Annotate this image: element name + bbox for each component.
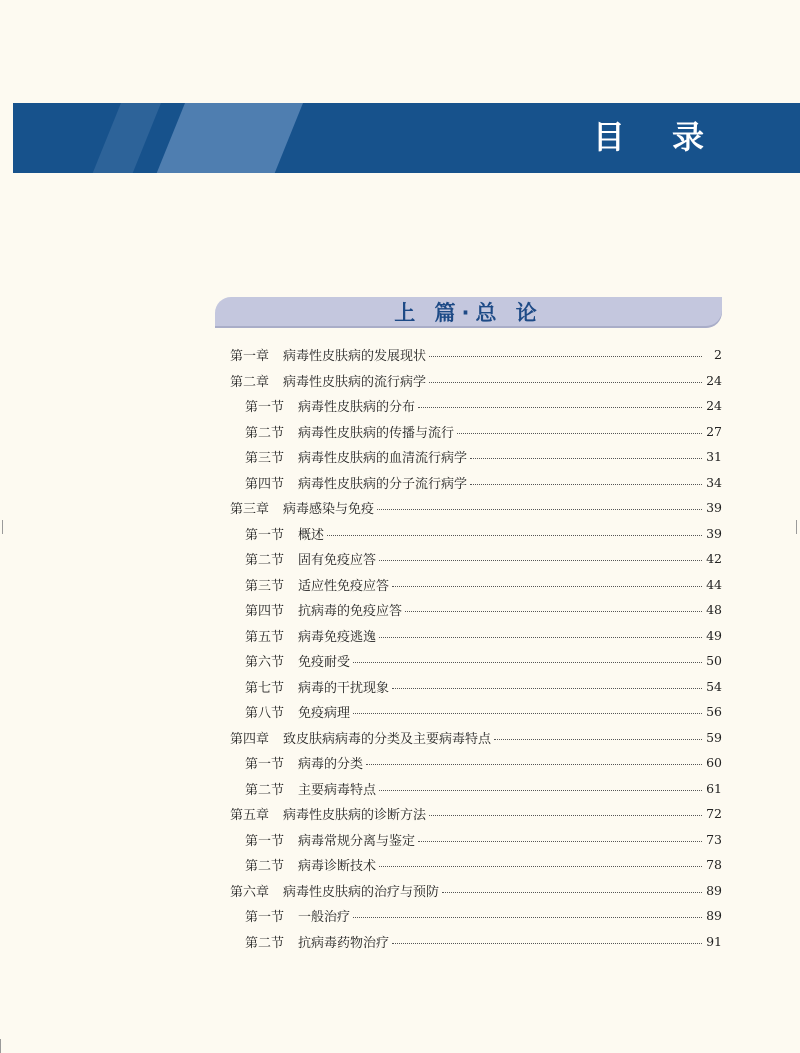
toc-entry-title: 适应性免疫应答 bbox=[298, 578, 390, 594]
part-title: 上 篇·总 论 bbox=[394, 301, 543, 325]
toc-page-number: 48 bbox=[706, 602, 722, 618]
toc-entry-title: 病毒性皮肤病的分子流行病学 bbox=[298, 476, 468, 492]
toc-entry-title: 病毒感染与免疫 bbox=[283, 502, 375, 518]
toc-section-row[interactable] bbox=[230, 699, 722, 725]
toc-page-number: 59 bbox=[706, 729, 722, 745]
toc-dot-leader bbox=[392, 688, 702, 689]
toc-entry-title: 病毒性皮肤病的分布 bbox=[298, 400, 416, 416]
toc-entry-number: 第五章 bbox=[230, 808, 270, 824]
toc-dot-leader bbox=[429, 382, 702, 383]
toc-dot-leader bbox=[379, 637, 702, 638]
toc-page-number: 39 bbox=[706, 500, 722, 516]
toc-dot-leader bbox=[405, 611, 702, 612]
toc-dot-leader bbox=[470, 458, 702, 459]
toc-section-row[interactable] bbox=[230, 750, 722, 776]
toc-dot-leader bbox=[353, 713, 702, 714]
toc-dot-leader bbox=[379, 790, 702, 791]
toc-entry-title: 一般治疗 bbox=[298, 910, 351, 926]
toc-dot-leader bbox=[366, 764, 702, 765]
toc-entry-number: 第五节 bbox=[245, 629, 285, 645]
toc-entry-number: 第一章 bbox=[230, 349, 270, 365]
toc-section-row[interactable] bbox=[230, 470, 722, 496]
toc-entry-number: 第三节 bbox=[245, 451, 285, 467]
toc-dot-leader bbox=[442, 892, 702, 893]
toc-chapter-row[interactable] bbox=[230, 725, 722, 751]
toc-dot-leader bbox=[377, 509, 702, 510]
toc-dot-leader bbox=[327, 535, 702, 536]
toc-page-number: 60 bbox=[706, 755, 722, 771]
toc-dot-leader bbox=[353, 917, 702, 918]
title-banner bbox=[13, 103, 800, 173]
crop-mark-right bbox=[796, 520, 797, 534]
toc-entry-title: 固有免疫应答 bbox=[298, 553, 377, 569]
toc-section-row[interactable] bbox=[230, 546, 722, 572]
toc-page-number: 73 bbox=[706, 831, 722, 847]
toc-entry-number: 第一节 bbox=[245, 833, 285, 849]
toc-dot-leader bbox=[353, 662, 702, 663]
toc-page-number: 39 bbox=[706, 525, 722, 541]
toc-section-row[interactable] bbox=[230, 903, 722, 929]
toc-entry-title: 病毒诊断技术 bbox=[298, 859, 377, 875]
toc-entry-number: 第一节 bbox=[245, 910, 285, 926]
part-heading bbox=[215, 297, 722, 328]
toc-entry-number: 第二节 bbox=[245, 935, 285, 951]
toc-chapter-row[interactable] bbox=[230, 495, 722, 521]
toc-entry-number: 第六节 bbox=[245, 655, 285, 671]
toc-section-row[interactable] bbox=[230, 419, 722, 445]
toc-entry-title: 病毒性皮肤病的血清流行病学 bbox=[298, 451, 468, 467]
toc-entry-number: 第一节 bbox=[245, 400, 285, 416]
toc-dot-leader bbox=[418, 407, 702, 408]
toc-entry-number: 第三章 bbox=[230, 502, 270, 518]
toc-entry-title: 免疫病理 bbox=[298, 706, 351, 722]
toc-entry-number: 第六章 bbox=[230, 884, 270, 900]
toc-entry-number: 第二节 bbox=[245, 782, 285, 798]
toc-entry-title: 病毒性皮肤病的流行病学 bbox=[283, 374, 427, 390]
toc-entry-title: 概述 bbox=[298, 527, 325, 543]
toc-dot-leader bbox=[457, 433, 702, 434]
toc-page-number: 89 bbox=[706, 882, 722, 898]
toc-dot-leader bbox=[379, 560, 702, 561]
toc-section-row[interactable] bbox=[230, 776, 722, 802]
toc-section-row[interactable] bbox=[230, 827, 722, 853]
toc-page-number: 56 bbox=[706, 704, 722, 720]
toc-entry-number: 第一节 bbox=[245, 527, 285, 543]
toc-entry-title: 病毒性皮肤病的诊断方法 bbox=[283, 808, 427, 824]
toc-page-number: 44 bbox=[706, 576, 722, 592]
table-of-contents bbox=[230, 342, 722, 954]
toc-entry-title: 病毒免疫逃逸 bbox=[298, 629, 377, 645]
toc-dot-leader bbox=[379, 866, 702, 867]
toc-section-row[interactable] bbox=[230, 521, 722, 547]
toc-page-number: 24 bbox=[706, 398, 722, 414]
toc-page-number: 2 bbox=[714, 347, 722, 363]
toc-page-number: 54 bbox=[706, 678, 722, 694]
toc-page-number: 24 bbox=[706, 372, 722, 388]
crop-mark-left bbox=[2, 520, 3, 534]
toc-page-number: 42 bbox=[706, 551, 722, 567]
toc-section-row[interactable] bbox=[230, 444, 722, 470]
toc-dot-leader bbox=[494, 739, 702, 740]
toc-dot-leader bbox=[392, 943, 702, 944]
toc-entry-number: 第四章 bbox=[230, 731, 270, 747]
banner-stripe-dark bbox=[93, 103, 161, 173]
banner-stripe-light bbox=[157, 103, 303, 173]
toc-section-row[interactable] bbox=[230, 648, 722, 674]
crop-mark-bottom-left bbox=[0, 1039, 1, 1053]
toc-page-number: 34 bbox=[706, 474, 722, 490]
toc-entry-number: 第二章 bbox=[230, 374, 270, 390]
toc-entry-title: 病毒性皮肤病的发展现状 bbox=[283, 349, 427, 365]
toc-chapter-row[interactable] bbox=[230, 878, 722, 904]
toc-section-row[interactable] bbox=[230, 623, 722, 649]
toc-entry-title: 病毒的干扰现象 bbox=[298, 680, 390, 696]
toc-section-row[interactable] bbox=[230, 597, 722, 623]
toc-section-row[interactable] bbox=[230, 393, 722, 419]
toc-entry-number: 第八节 bbox=[245, 706, 285, 722]
toc-section-row[interactable] bbox=[230, 852, 722, 878]
toc-page-number: 78 bbox=[706, 857, 722, 873]
toc-entry-number: 第四节 bbox=[245, 604, 285, 620]
page-title: 目 录 bbox=[592, 118, 722, 156]
toc-section-row[interactable] bbox=[230, 674, 722, 700]
toc-entry-number: 第二节 bbox=[245, 859, 285, 875]
toc-page-number: 27 bbox=[706, 423, 722, 439]
toc-entry-number: 第七节 bbox=[245, 680, 285, 696]
toc-entry-title: 免疫耐受 bbox=[298, 655, 351, 671]
toc-entry-number: 第三节 bbox=[245, 578, 285, 594]
toc-entry-title: 病毒性皮肤病的治疗与预防 bbox=[283, 884, 440, 900]
toc-entry-number: 第二节 bbox=[245, 553, 285, 569]
toc-page-number: 61 bbox=[706, 780, 722, 796]
toc-chapter-row[interactable] bbox=[230, 801, 722, 827]
toc-chapter-row[interactable] bbox=[230, 368, 722, 394]
toc-entry-title: 病毒的分类 bbox=[298, 757, 364, 773]
toc-dot-leader bbox=[392, 586, 702, 587]
toc-entry-title: 抗病毒的免疫应答 bbox=[298, 604, 403, 620]
toc-entry-number: 第一节 bbox=[245, 757, 285, 773]
toc-entry-number: 第四节 bbox=[245, 476, 285, 492]
toc-entry-title: 病毒性皮肤病的传播与流行 bbox=[298, 425, 455, 441]
toc-section-row[interactable] bbox=[230, 929, 722, 955]
toc-entry-number: 第二节 bbox=[245, 425, 285, 441]
toc-dot-leader bbox=[418, 841, 702, 842]
toc-page-number: 50 bbox=[706, 653, 722, 669]
toc-page-number: 91 bbox=[706, 933, 722, 949]
toc-page-number: 89 bbox=[706, 908, 722, 924]
toc-entry-title: 抗病毒药物治疗 bbox=[298, 935, 390, 951]
toc-entry-title: 病毒常规分离与鉴定 bbox=[298, 833, 416, 849]
toc-dot-leader bbox=[429, 356, 702, 357]
toc-entry-title: 主要病毒特点 bbox=[298, 782, 377, 798]
toc-chapter-row[interactable] bbox=[230, 342, 722, 368]
toc-dot-leader bbox=[470, 484, 702, 485]
toc-entry-title: 致皮肤病病毒的分类及主要病毒特点 bbox=[283, 731, 492, 747]
toc-dot-leader bbox=[429, 815, 702, 816]
toc-page-number: 49 bbox=[706, 627, 722, 643]
toc-page-number: 31 bbox=[706, 449, 722, 465]
toc-section-row[interactable] bbox=[230, 572, 722, 598]
toc-page-number: 72 bbox=[706, 806, 722, 822]
